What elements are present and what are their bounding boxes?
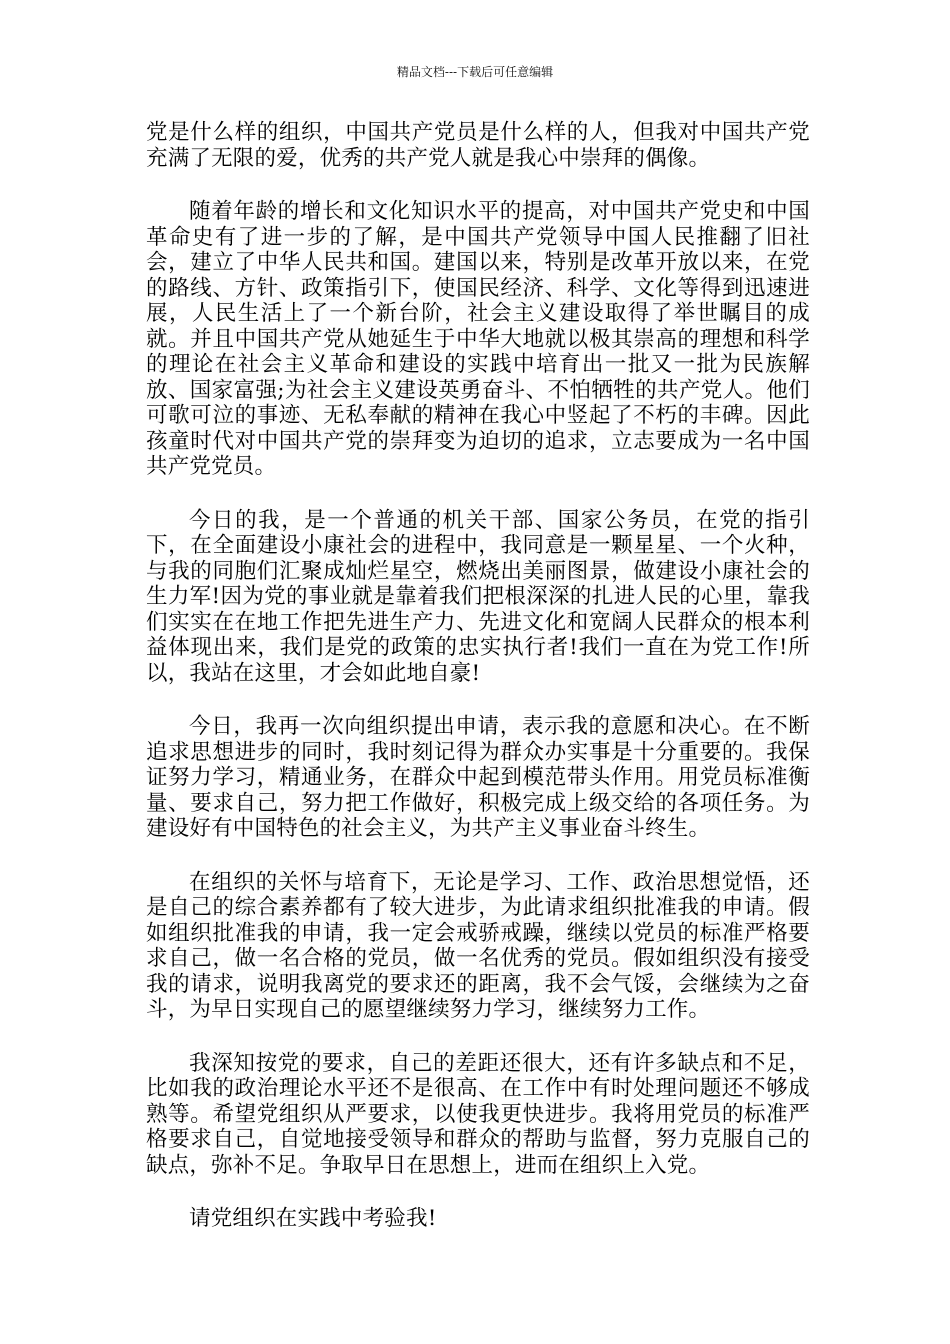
paragraph-3: 今日的我，是一个普通的机关干部、国家公务员，在党的指引下，在全面建设小康社会的进程中，我同意是一颗星星、一个火种，与我的同胞们汇聚成灿烂星空，燃烧出美丽图景，做建设小康社会的生力军!因为党的事业就是靠着我们把根深深的扎进人民的心里，靠我们实实在在地工作把先进生产力、先进文化和宽阔人民群众的根本利益体现出来，我们是党的政策的忠实执行者!我们一直在为党工作!所以，我站在这里，才会如此地自豪!	[146, 507, 810, 686]
paragraph-1: 党是什么样的组织，中国共产党员是什么样的人，但我对中国共产党充满了无限的爱，优秀的共产党人就是我心中崇拜的偶像。	[146, 120, 810, 171]
paragraph-4: 今日，我再一次向组织提出申请，表示我的意愿和决心。在不断追求思想进步的同时，我时刻记得为群众办实事是十分重要的。我保证努力学习，精通业务，在群众中起到模范带头作用。用党员标准衡量、要求自己，努力把工作做好，积极完成上级交给的各项任务。为建设好有中国特色的社会主义，为共产主义事业奋斗终生。	[146, 714, 810, 841]
paragraph-2: 随着年龄的增长和文化知识水平的提高，对中国共产党史和中国革命史有了进一步的了解，是中国共产党领导中国人民推翻了旧社会，建立了中华人民共和国。建国以来，特别是改革开放以来，在党的路线、方针、政策指引下，使国民经济、科学、文化等得到迅速进展，人民生活上了一个新台阶，社会主义建设取得了举世瞩目的成就。并且中国共产党从她延生于中华大地就以极其崇高的理想和科学的理论在社会主义革命和建设的实践中培育出一批又一批为民族解放、国家富强;为社会主义建设英勇奋斗、不怕牺牲的共产党人。他们可歌可泣的事迹、无私奉献的精神在我心中竖起了不朽的丰碑。因此孩童时代对中国共产党的崇拜变为迫切的追求，立志要成为一名中国共产党党员。	[146, 199, 810, 479]
paragraph-6: 我深知按党的要求，自己的差距还很大，还有许多缺点和不足，比如我的政治理论水平还不是很高、在工作中有时处理问题还不够成熟等。希望党组织从严要求，以使我更快进步。我将用党员的标准严格要求自己，自觉地接受领导和群众的帮助与监督，努力克服自己的缺点，弥补不足。争取早日在思想上，进而在组织上入党。	[146, 1050, 810, 1178]
paragraph-7: 请党组织在实践中考验我!	[189, 1206, 437, 1231]
document-body	[146, 120, 810, 1260]
paragraph-5: 在组织的关怀与培育下，无论是学习、工作、政治思想觉悟，还是自己的综合素养都有了较大进步，为此请求组织批准我的申请。假如组织批准我的申请，我一定会戒骄戒躁，继续以党员的标准严格要求自己，做一名合格的党员，做一名优秀的党员。假如组织没有接受我的请求，说明我离党的要求还的距离，我不会气馁，会继续为之奋斗，为早日实现自己的愿望继续努力学习，继续努力工作。	[146, 869, 810, 1022]
page-header: 精品文档---下载后可任意编辑	[396, 65, 554, 79]
